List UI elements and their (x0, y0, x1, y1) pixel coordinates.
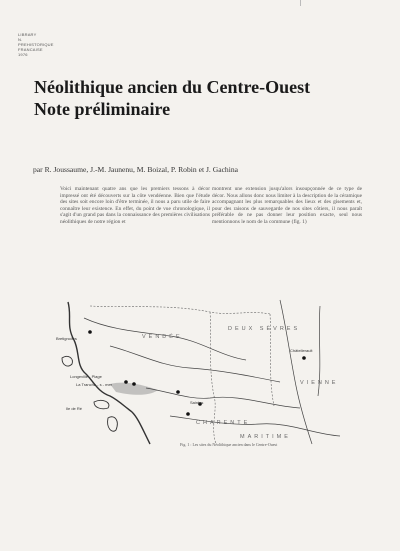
site-marker (176, 390, 180, 394)
staple-mark (300, 0, 301, 6)
body-text-left-column: Voici maintenant quatre ans que les premiers tessons à décor impressé ont été découverts sur la côte vendéenne. Bien que l'étude des sites soit encore loin d'être terminée, il nous a paru utile de faire connaître leur existence. En effet, du point de vue chronologique, il s'agit d'un grand pas dans la connaissance des premières civilisations néolithiques de notre région et (60, 186, 210, 225)
river (170, 416, 340, 436)
site-marker (302, 356, 306, 360)
body-text-right-column: montrent une extension jusqu'alors insoupçonnée de ce type de décor. Nous allons donc nous limiter à la description de la céramique accompagnant les plus remarquables des lieux et des gisements et, pour des raisons de sauvegarde de nos sites côtiers, il nous paraît préférable de ne pas donner leur position exacte, seul nous mentionnons le nom de la commune (fig. 1) (212, 186, 362, 225)
region-label: DEUX SÈVRES (228, 326, 301, 332)
map-label: Saintes (190, 400, 204, 405)
island-re (94, 400, 109, 408)
site-marker (132, 382, 136, 386)
coastline (68, 302, 150, 444)
map-label: Ile de Ré (66, 406, 83, 411)
region-label: CHARENTE (196, 420, 251, 426)
journal-ref-line: LIBRARY (18, 32, 37, 37)
figure-caption: Fig. 1 : Les sites du Néolithique ancien dans le Centre-Ouest (180, 442, 278, 447)
map-label: Bretignolles (56, 336, 77, 341)
map-figure (50, 296, 365, 446)
island-oleron (108, 417, 118, 432)
river (146, 388, 300, 408)
article-title (34, 76, 374, 120)
title-line-2: Note préliminaire (34, 99, 171, 119)
title-line-1: Néolithique ancien du Centre-Ouest (34, 77, 311, 97)
site-marker (124, 380, 128, 384)
map-label: Longeville - Plage (70, 374, 102, 379)
journal-ref-line: FRANCAISE (18, 47, 43, 52)
region-label: VENDÉE (142, 334, 183, 340)
map-label: Châtellerault (290, 348, 313, 353)
river (110, 346, 280, 382)
authors-line: par R. Joussaume, J.-M. Jaunenu, M. Boizal, P. Robin et J. Gachina (33, 165, 239, 174)
site-marker (88, 330, 92, 334)
river (280, 300, 312, 444)
boundary (90, 306, 270, 314)
island-yeu (62, 356, 72, 366)
journal-ref-line: 1976 (18, 52, 28, 57)
journal-ref-line: PREHISTORIQUE (18, 42, 54, 47)
region-label: MARITIME (240, 434, 291, 440)
site-marker (186, 412, 190, 416)
region-label: VIENNE (300, 380, 339, 386)
map-label: La Tranche - s - mer (76, 382, 113, 387)
journal-ref-line: N. (18, 37, 23, 42)
journal-reference (18, 32, 88, 57)
